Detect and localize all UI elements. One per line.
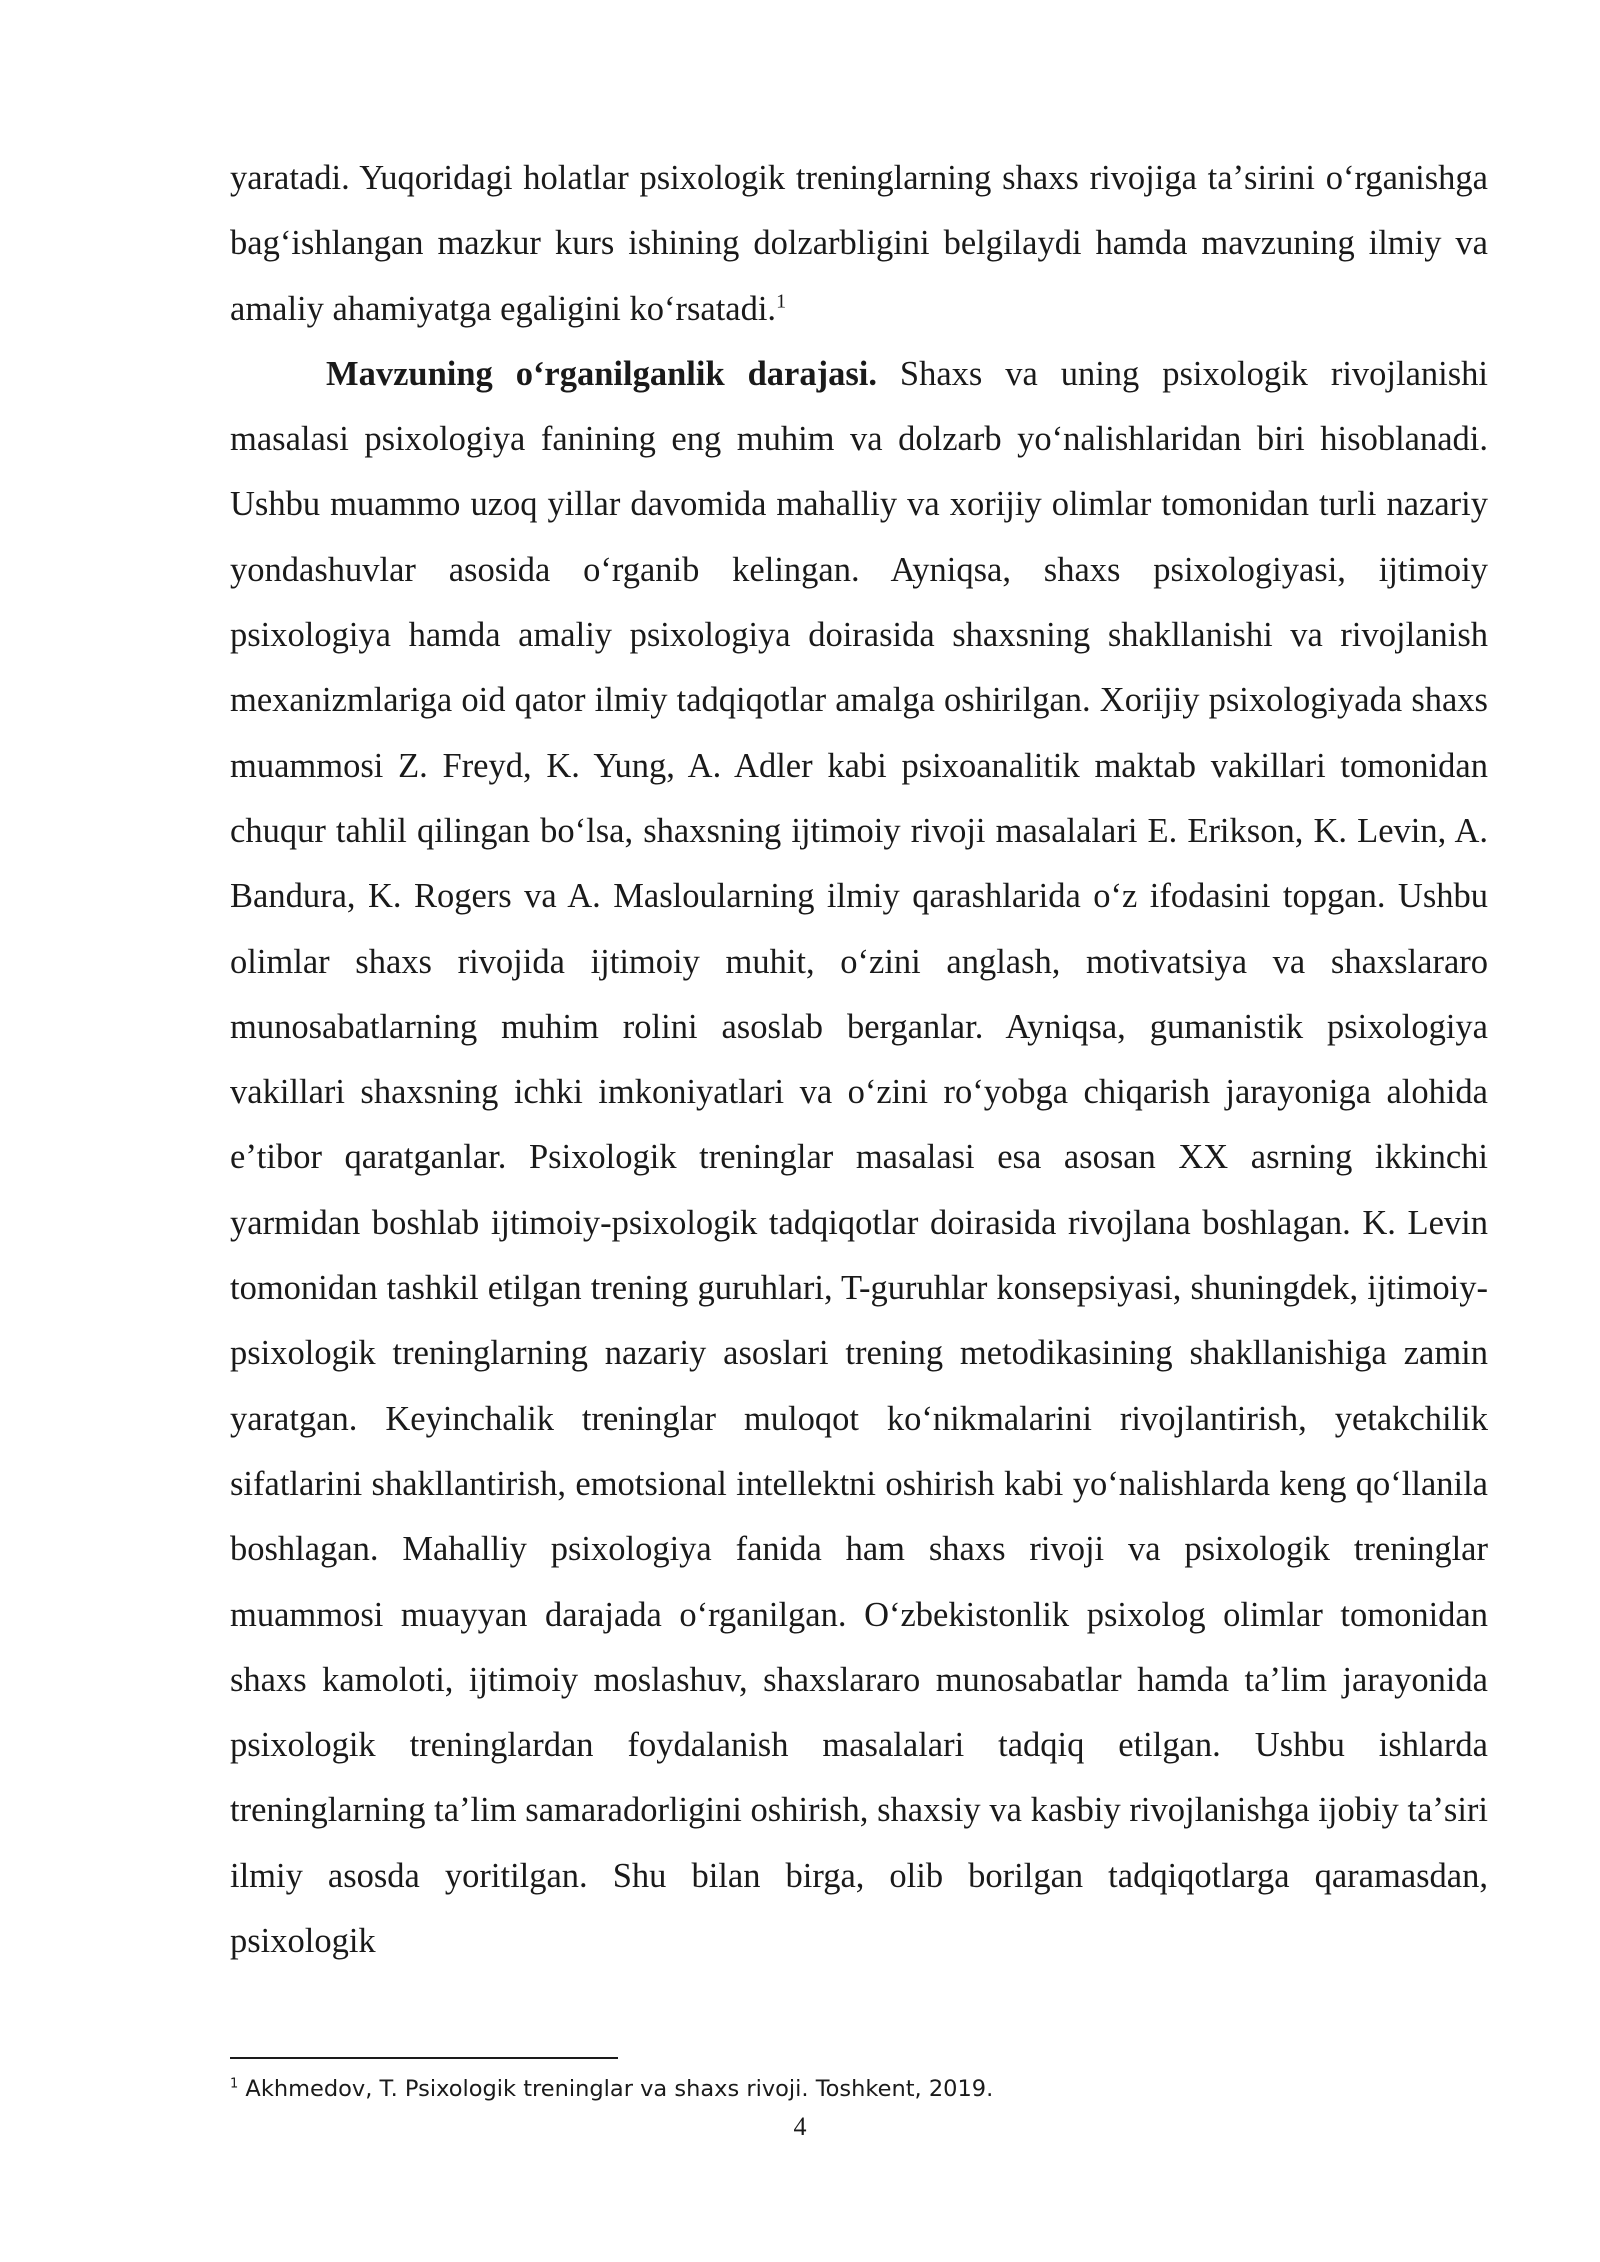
page-number: 4 — [793, 2112, 807, 2141]
paragraph-study-level-text: Shaxs va uning psixologik rivojlanishi masalasi psixologiya fanining eng muhim va dolzarb yoʻnalishlaridan biri hisoblanadi. Ushbu muammo uzoq yillar davomida mahalliy va xorijiy olimlar tomonidan turli nazariy yondashuvlar asosida oʻrganib kelingan. Ayniqsa, shaxs psixologiyasi, ijtimoiy psixologiya hamda amaliy psixologiya doirasida shaxsning shakllanishi va rivojlanish mexanizmlariga oid qator ilmiy tadqiqotlar amalga oshirilgan. Xorijiy psixologiyada shaxs muammosi Z. Freyd, K. Yung, A. Adler kabi psixoanalitik maktab vakillari tomonidan chuqur tahlil qilingan boʻlsa, shaxsning ijtimoiy rivoji masalalari E. Erikson, K. Levin, A. Bandura, K. Rogers va A. Masloularning ilmiy qarashlarida oʻz ifodasini topgan. Ushbu olimlar shaxs rivojida ijtimoiy muhit, oʻzini anglash, motivatsiya va shaxslararo munosabatlarning muhim rolini asoslab berganlar. Ayniqsa, gumanistik psixologiya vakillari shaxsning ichki imkoniyatlari va oʻzini roʻyobga chiqarish jarayoniga alohida eʼtibor qaratganlar. Psixologik treninglar masalasi esa asosan XX asrning ikkinchi yarmidan boshlab ijtimoiy-psixologik tadqiqotlar doirasida rivojlana boshlagan. K. Levin tomonidan tashkil etilgan trening guruhlari, T-guruhlar konsepsiyasi, shuningdek, ijtimoiy-psixologik treninglarning nazariy asoslari trening metodikasining shakllanishiga zamin yaratgan. Keyinchalik treninglar muloqot koʻnikmalarini rivojlantirish, yetakchilik sifatlarini shakllantirish, emotsional intellektni oshirish kabi yoʻnalishlarda keng qoʻllanila boshlagan. Mahalliy psixologiya fanida ham shaxs rivoji va psixologik treninglar muammosi muayyan darajada oʻrganilgan. Oʻzbekistonlik psixolog olimlar tomonidan shaxs kamoloti, ijtimoiy moslashuv, shaxslararo munosabatlar hamda taʼlim jarayonida psixologik treninglardan foydalanish masalalari tadqiq etilgan. Ushbu ishlarda treninglarning taʼlim samaradorligini oshirish, shaxsiy va kasbiy rivojlanishga ijobiy taʼsiri ilmiy asosda yoritilgan. Shu bilan birga, olib borilgan tadqiqotlarga qaramasdan, psixologik — [230, 354, 1488, 1961]
footnote-reference[interactable]: 1 — [776, 290, 787, 313]
footnote-number: 1 — [230, 2076, 239, 2092]
footnote-text: Akhmedov, T. Psixologik treninglar va shaxs rivoji. Toshkent, 2019. — [238, 2076, 994, 2102]
body-text — [230, 146, 1488, 1974]
footnote — [230, 2072, 1488, 2106]
section-heading: Mavzuning oʻrganilganlik darajasi. — [326, 354, 877, 393]
footnote-separator — [230, 2057, 618, 2059]
paragraph-intro — [230, 146, 1488, 342]
paragraph-intro-text: yaratadi. Yuqoridagi holatlar psixologik treninglarning shaxs rivojiga taʼsirini oʻrganishga bagʻishlangan mazkur kurs ishining dolzarbligini belgilaydi hamda mavzuning ilmiy va amaliy ahamiyatga egaligini koʻrsatadi. — [230, 159, 1488, 328]
paragraph-study-level — [230, 342, 1488, 1974]
